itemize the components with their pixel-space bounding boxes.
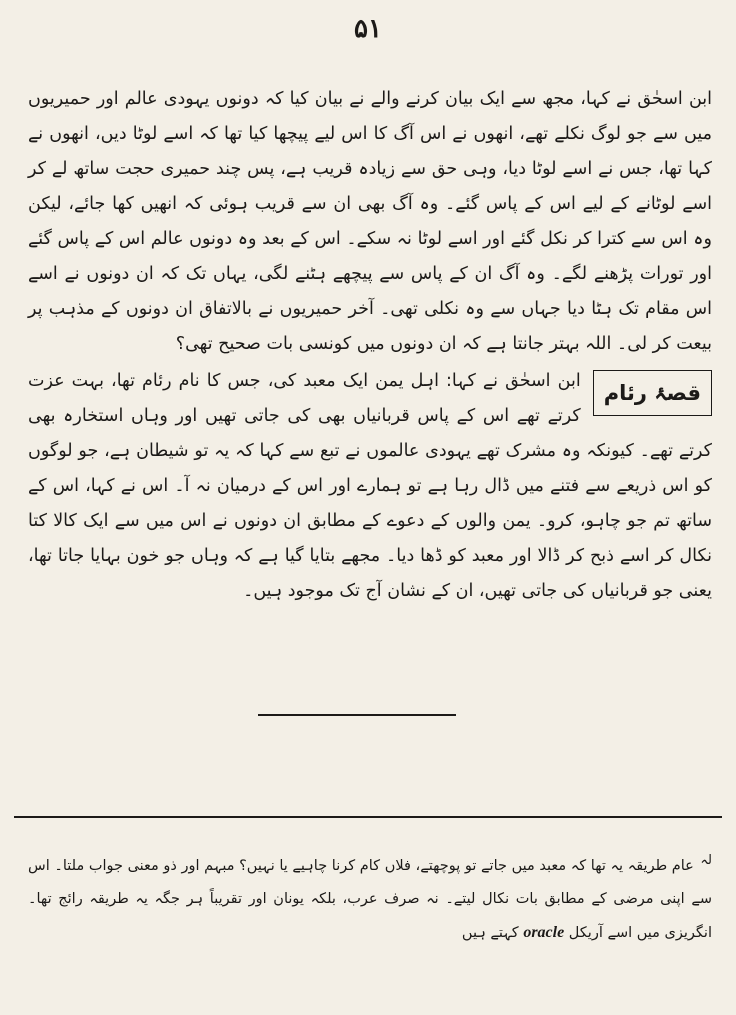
section-heading-box: قصۂ رئام bbox=[593, 370, 712, 416]
footnote bbox=[28, 844, 712, 950]
main-text bbox=[28, 82, 712, 609]
paragraph-2-block bbox=[28, 364, 712, 609]
paragraph-2: ابن اسحٰق نے کہا: اہل یمن ایک معبد کی، جس کا نام رئام تھا، بہت عزت کرتے تھے اس کے پاس قربانیاں بھی کی جاتی تھیں اور وہاں استخارہ بھی کرتے تھے۔ کیونکہ وہ مشرک تھے یہودی عالموں نے تبع سے کہا کہ یہ تو شیطان ہے، جو لوگوں کو اس ذریعے سے فتنے میں ڈال رہا ہے تو ہمارے اور اس کے درمیان نہ آ۔ اس نے کہا، اس کے ساتھ تم جو چاہو، کرو۔ یمن والوں کے دعوے کے مطابق ان دونوں نے اس میں سے ایک کالا کتا نکال کر اسے ذبح کر ڈالا اور معبد کو ڈھا دیا۔ مجھے بتایا گیا ہے کہ وہاں جو خون بہایا جاتا تھا، یعنی جو قربانیاں کی جاتی تھیں، ان کے نشان آج تک موجود ہیں۔ bbox=[28, 371, 712, 601]
footnote-separator-rule bbox=[14, 816, 722, 818]
footnote-marker: لہ bbox=[700, 853, 712, 868]
section-end-rule bbox=[258, 714, 456, 716]
footnote-latin-word: oracle bbox=[523, 923, 565, 941]
page-number: ۵۱ bbox=[354, 14, 382, 44]
footnote-text: عام طریقہ یہ تھا کہ معبد میں جاتے تو پوچھتے، فلاں کام کرنا چاہیے یا نہیں؟ مبہم اور ذو معنی جواب ملتا۔ اس سے اپنی مرضی کے مطابق بات نکال لیتے۔ نہ صرف عرب، بلکہ یونان اور تقریباً ہر جگہ یہ طریقہ رائج تھا۔ انگریزی میں اسے آریکل bbox=[28, 857, 712, 941]
footnote-text-end: کہتے ہیں bbox=[461, 924, 519, 941]
paragraph-1: ابن اسحٰق نے کہا، مجھ سے ایک بیان کرنے والے نے بیان کیا کہ دونوں یہودی عالم اور حمیریوں میں سے جو لوگ نکلے تھے، انھوں نے اس آگ کا اس لیے پیچھا کیا تھا کہ اسے لوٹا دیں، انھوں نے کہا تھا، جس نے اسے لوٹا دیا، وہی حق سے زیادہ قریب ہے، پس چند حمیری حجت ساتھ لے کر اسے لوٹانے کے لیے اس کے پاس گئے۔ وہ آگ بھی ان سے قریب ہوئی کہ انھیں کھا جائے، لیکن وہ اس سے کترا کر نکل گئے اور اسے لوٹا نہ سکے۔ اس کے بعد وہ دونوں عالم اس کے پاس گئے اور تورات پڑھنے لگے۔ وہ آگ ان کے پاس سے پیچھے ہٹنے لگی، یہاں تک کہ ان دونوں نے اسے اس مقام تک ہٹا دیا جہاں سے وہ نکلی تھی۔ آخر حمیریوں نے بالاتفاق ان دونوں کے مذہب پر بیعت کر لی۔ اللہ بہتر جانتا ہے کہ ان دونوں میں کونسی بات صحیح تھی؟ bbox=[28, 89, 712, 354]
